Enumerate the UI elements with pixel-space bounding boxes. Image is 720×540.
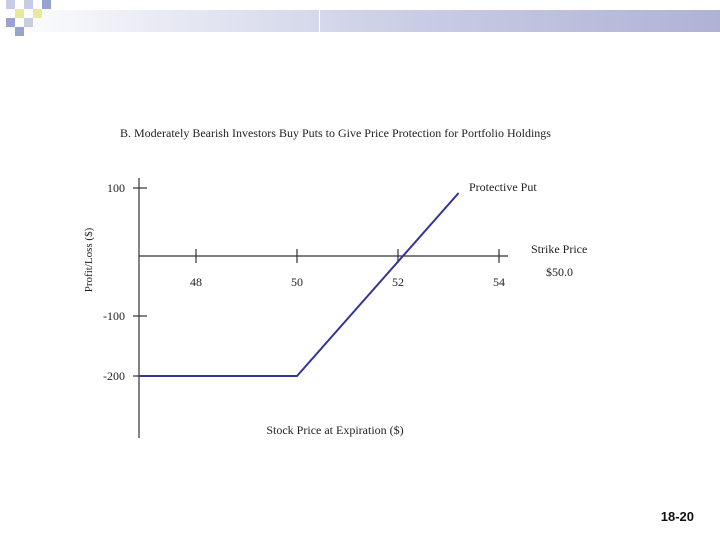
series-label: Protective Put [469, 180, 537, 194]
y-tick-label: -100 [103, 309, 125, 323]
strike-price-value: $50.0 [546, 265, 573, 279]
slide-number: 18-20 [660, 509, 694, 524]
strike-price-label: Strike Price [531, 242, 588, 256]
x-axis-label: Stock Price at Expiration ($) [266, 423, 404, 437]
y-tick-label: -200 [103, 369, 125, 383]
chart-title: B. Moderately Bearish Investors Buy Puts to Give Price Protection for Portfolio Holdings [120, 126, 551, 140]
y-tick-label: 100 [107, 181, 125, 195]
x-tick-label: 50 [291, 275, 303, 289]
x-tick-label: 54 [493, 275, 505, 289]
x-tick-label: 48 [190, 275, 202, 289]
y-axis-label: Profit/Loss ($) [83, 227, 95, 293]
x-tick-label: 52 [392, 275, 404, 289]
